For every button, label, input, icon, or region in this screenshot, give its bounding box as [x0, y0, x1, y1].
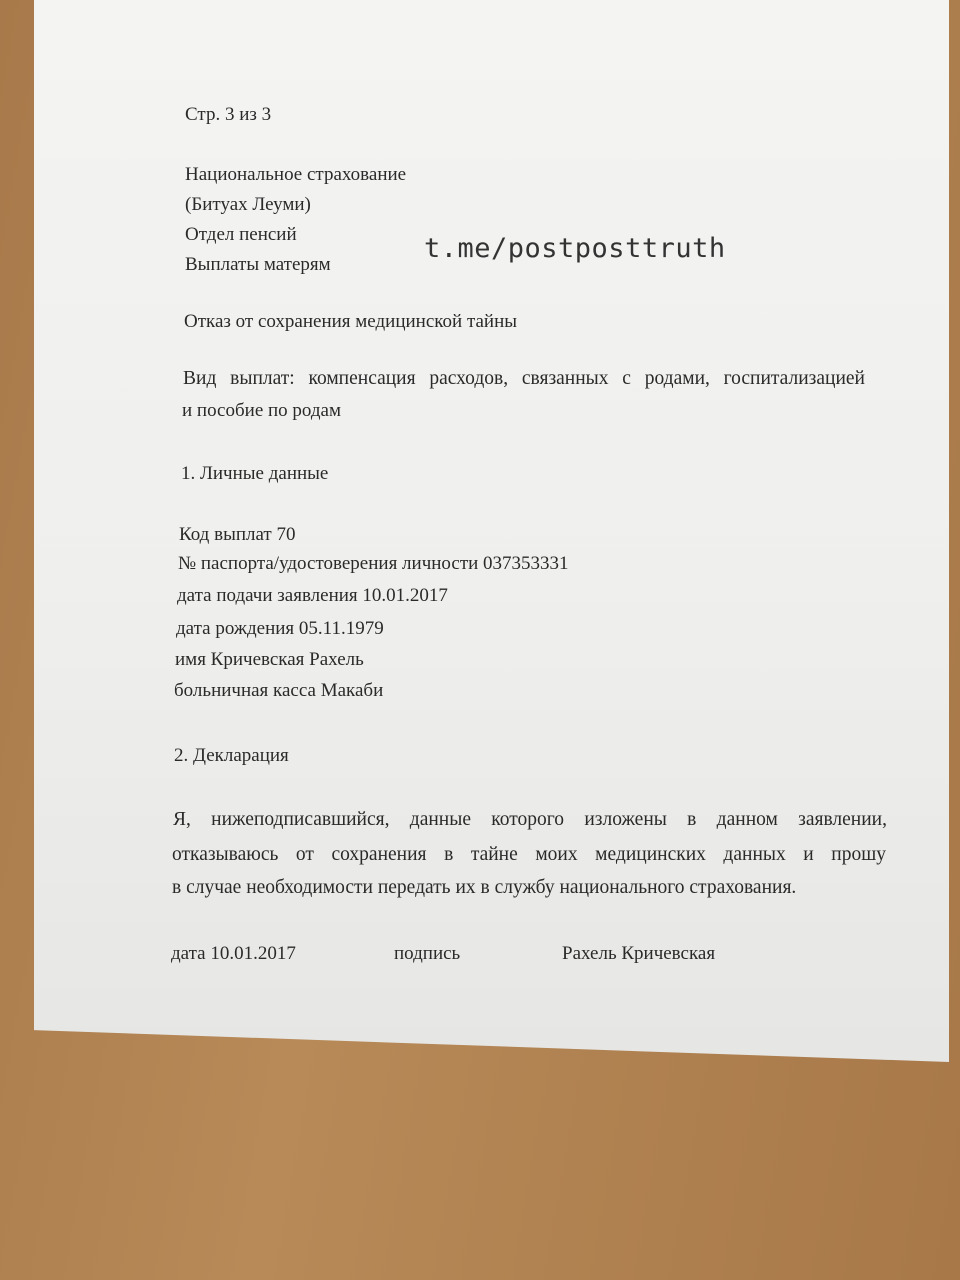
signature-date: дата 10.01.2017 [171, 943, 296, 964]
signature-label: подпись [394, 943, 461, 964]
watermark: t.me/postposttruth [424, 233, 726, 264]
page-number: Стр. 3 из 3 [185, 104, 272, 125]
section-2-heading: 2. Декларация [174, 745, 289, 766]
payment-code: Код выплат 70 [179, 524, 296, 545]
addressee-line-2: (Битуах Леуми) [185, 194, 311, 215]
declaration-line-1: Я, нижеподписавшийся, данные которого изложены в данном заявлении, [173, 809, 887, 830]
payment-type-line-2: и пособие по родам [182, 400, 342, 421]
document-title: Отказ от сохранения медицинской тайны [184, 311, 518, 332]
passport-number: № паспорта/удостоверения личности 037353331 [178, 553, 569, 574]
section-1-heading: 1. Личные данные [181, 463, 329, 484]
applicant-name: имя Кричевская Рахель [175, 649, 364, 670]
signer-name: Рахель Кричевская [562, 943, 716, 964]
birth-date: дата рождения 05.11.1979 [176, 618, 384, 639]
payment-type-line-1: Вид выплат: компенсация расходов, связанных с родами, госпитализацией [183, 368, 865, 389]
application-date: дата подачи заявления 10.01.2017 [177, 585, 448, 606]
addressee-line-3: Отдел пенсий [185, 224, 297, 245]
declaration-line-3: в случае необходимости передать их в службу национального страхования. [172, 877, 797, 898]
addressee-line-4: Выплаты матерям [185, 254, 331, 275]
declaration-line-2: отказываюсь от сохранения в тайне моих медицинских данных и прошу [172, 844, 886, 865]
health-fund: больничная касса Макаби [174, 680, 384, 701]
addressee-line-1: Национальное страхование [185, 164, 407, 185]
